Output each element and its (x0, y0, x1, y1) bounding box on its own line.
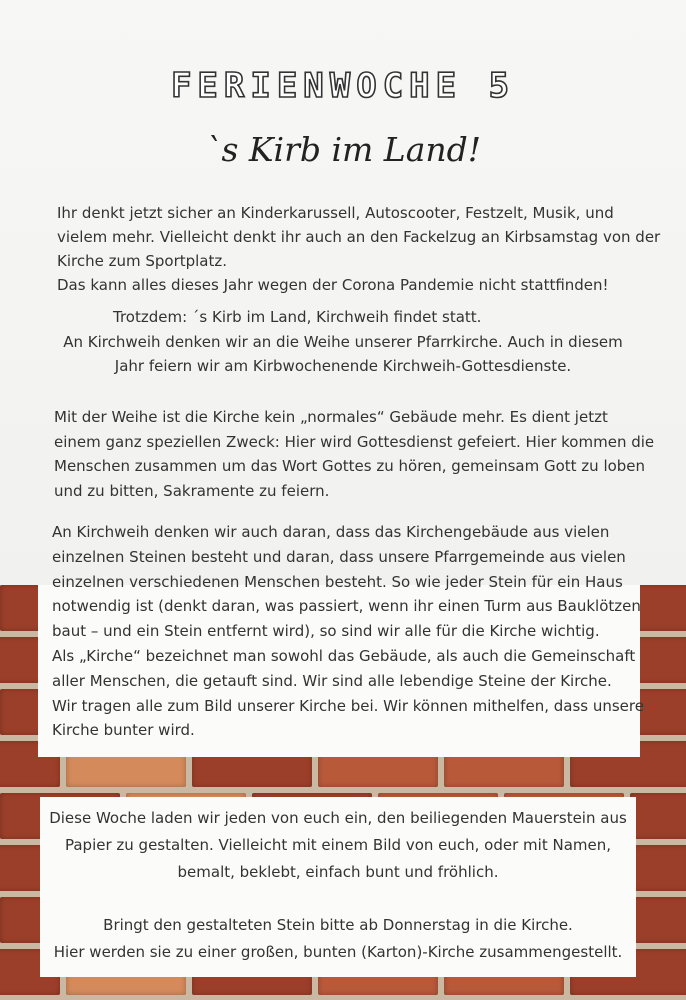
paragraph-line: einzelnen Steinen besteht und daran, dass unsere Pfarrgemeinde aus vielen (52, 547, 626, 566)
paragraph-line: aller Menschen, die getauft sind. Wir sind alle lebendige Steine der Kirche. (52, 671, 612, 690)
intro-line: Das kann alles dieses Jahr wegen der Corona Pandemie nicht stattfinden! (57, 276, 609, 294)
paragraph-line: und zu bitten, Sakramente zu feiern. (54, 481, 330, 500)
paragraph-line: notwendig ist (denkt daran, was passiert, wenn ihr einen Turm aus Bauklötzen (52, 597, 641, 616)
invitation-line: Papier zu gestalten. Vielleicht mit einem Bild von euch, oder mit Namen, (64, 836, 611, 854)
paragraph-weihe-gebaeude (54, 405, 655, 503)
trotzdem-line: Trotzdem: ´s Kirb im Land, Kirchweih findet statt. (113, 308, 482, 326)
page-subtitle: `s Kirb im Land! (204, 130, 482, 169)
paragraph-line: einzelnen verschiedenen Menschen besteht. So wie jeder Stein für ein Haus (52, 572, 623, 591)
paragraph-steine (52, 520, 644, 743)
weihe-paragraph (40, 330, 646, 378)
paragraph-line: baut – und ein Stein entfernt wird), so sind wir alle für die Kirche wichtig. (52, 622, 600, 641)
invitation-line: Diese Woche laden wir jeden von euch ein, den beiliegenden Mauerstein aus (49, 809, 627, 827)
paragraph-line: Menschen zusammen um das Wort Gottes zu hören, gemeinsam Gott zu loben (54, 457, 646, 475)
page-title: FERIENWOCHE 5 (170, 66, 516, 106)
intro-line: Ihr denkt jetzt sicher an Kinderkarussell, Autoscooter, Festzelt, Musik, und (57, 204, 614, 222)
paragraph-line: An Kirchweih denken wir auch daran, dass das Kirchengebäude aus vielen (52, 523, 610, 541)
brick (630, 897, 686, 943)
closing-paragraph (40, 912, 636, 966)
intro-line: vielem mehr. Vielleicht denkt ihr auch an den Fackelzug an Kirbsamstag von der (57, 228, 661, 246)
brick (630, 793, 686, 839)
paragraph-line: Kirche bunter wird. (52, 721, 195, 740)
paragraph-line: einem ganz speziellen Zweck: Hier wird Gottesdienst gefeiert. Hier kommen die (54, 432, 655, 451)
paragraph-line: Als „Kirche“ bezeichnet man sowohl das Gebäude, als auch die Gemeinschaft (52, 646, 636, 665)
invitation-line: bemalt, beklebt, einfach bunt und fröhlich. (177, 863, 499, 881)
intro-line: Kirche zum Sportplatz. (57, 252, 228, 270)
paragraph-line: Mit der Weihe ist die Kirche kein „normales“ Gebäude mehr. Es dient jetzt (54, 408, 608, 426)
closing-line: Hier werden sie zu einer großen, bunten (Karton)-Kirche zusammengestellt. (53, 943, 623, 961)
invitation-paragraph (40, 805, 636, 886)
paragraph-line: Wir tragen alle zum Bild unserer Kirche bei. Wir können mithelfen, dass unsere (52, 696, 644, 715)
closing-line: Bringt den gestalteten Stein bitte ab Donnerstag in die Kirche. (103, 916, 573, 934)
weihe-line: Jahr feiern wir am Kirbwochenende Kirchweih-Gottesdienste. (114, 357, 572, 375)
intro-paragraph (57, 201, 661, 297)
weihe-line: An Kirchweih denken wir an die Weihe unserer Pfarrkirche. Auch in diesem (63, 333, 623, 351)
